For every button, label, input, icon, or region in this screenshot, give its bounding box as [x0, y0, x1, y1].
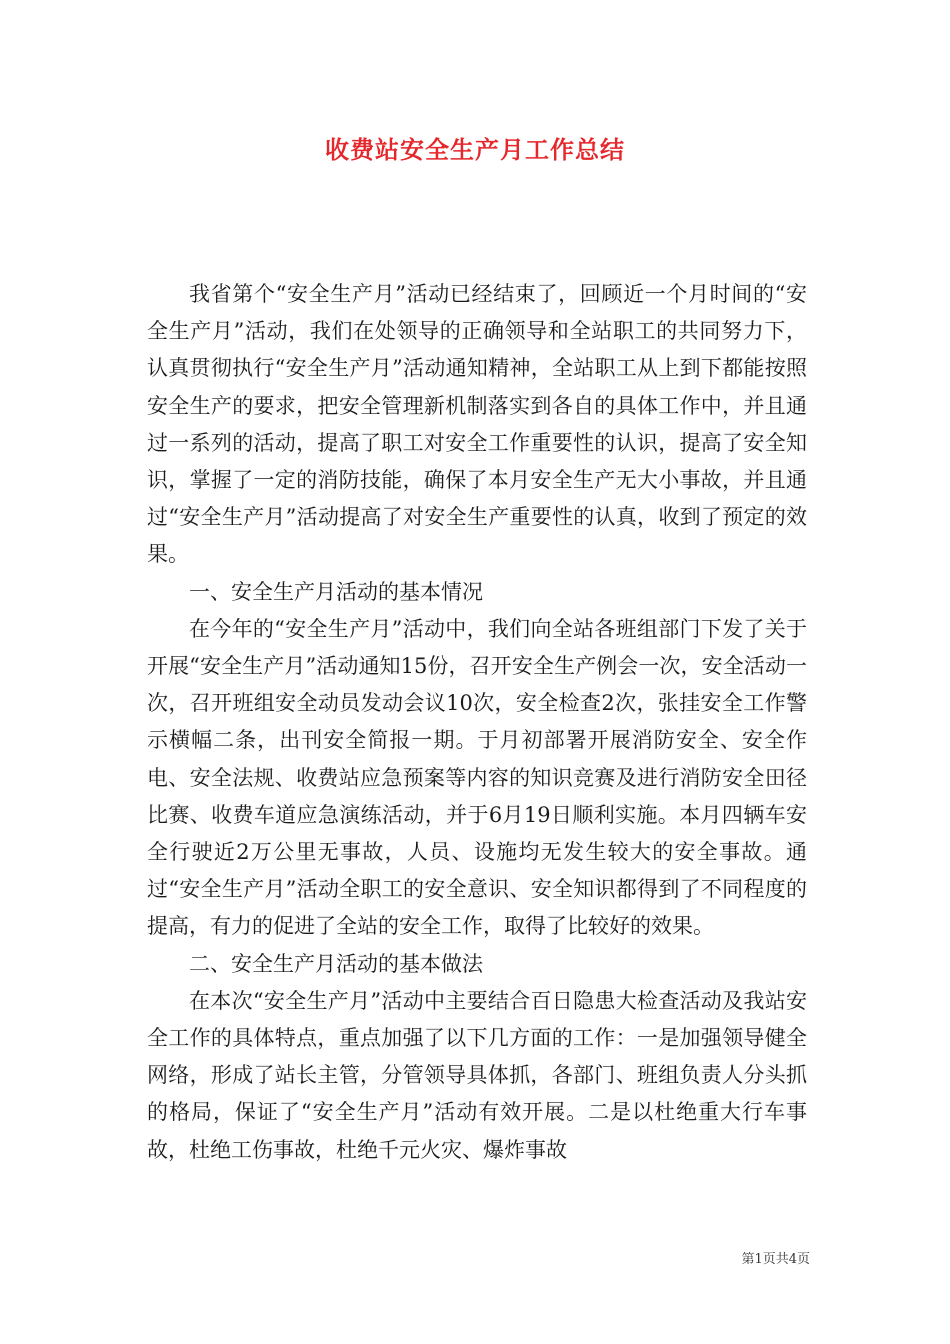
- paragraph-section-1: 在今年的“安全生产月”活动中，我们向全站各班组部门下发了关于开展“安全生产月”活动通知15份，召开安全生产例会一次，安全活动一次，召开班组安全动员发动会议10次，安全检查2次，张挂安全工作警示横幅二条，出刊安全简报一期。于月初部署开展消防安全、安全作电、安全法规、收费站应急预案等内容的知识竞赛及进行消防安全田径比赛、收费车道应急演练活动，并于6月19日顺利实施。本月四辆车安全行驶近2万公里无事故，人员、设施均无发生较大的安全事故。通过“安全生产月”活动全职工的安全意识、安全知识都得到了不同程度的提高，有力的促进了全站的安全工作，取得了比较好的效果。: [147, 616, 807, 939]
- document-body: [147, 276, 807, 1169]
- document-title: 收费站安全生产月工作总结: [325, 135, 625, 164]
- section-heading-1: 一、安全生产月活动的基本情况: [189, 579, 483, 604]
- section-heading-2: 二、安全生产月活动的基本做法: [189, 951, 483, 976]
- page-number: 第1页共4页: [741, 1252, 810, 1267]
- paragraph-intro: 我省第个“安全生产月”活动已经结束了，回顾近一个月时间的“安全生产月”活动，我们在处领导的正确领导和全站职工的共同努力下，认真贯彻执行“安全生产月”活动通知精神，全站职工从上到下都能按照安全生产的要求，把安全管理新机制落实到各自的具体工作中，并且通过一系列的活动，提高了职工对安全工作重要性的认识，提高了安全知识，掌握了一定的消防技能，确保了本月安全生产无大小事故，并且通过“安全生产月”活动提高了对安全生产重要性的认真，收到了预定的效果。: [147, 282, 807, 567]
- paragraph-section-2: 在本次“安全生产月”活动中主要结合百日隐患大检查活动及我站安全工作的具体特点，重点加强了以下几方面的工作：一是加强领导健全网络，形成了站长主管，分管领导具体抓，各部门、班组负责人分头抓的格局，保证了“安全生产月”活动有效开展。二是以杜绝重大行车事故，杜绝工伤事故，杜绝千元火灾、爆炸事故: [147, 988, 807, 1162]
